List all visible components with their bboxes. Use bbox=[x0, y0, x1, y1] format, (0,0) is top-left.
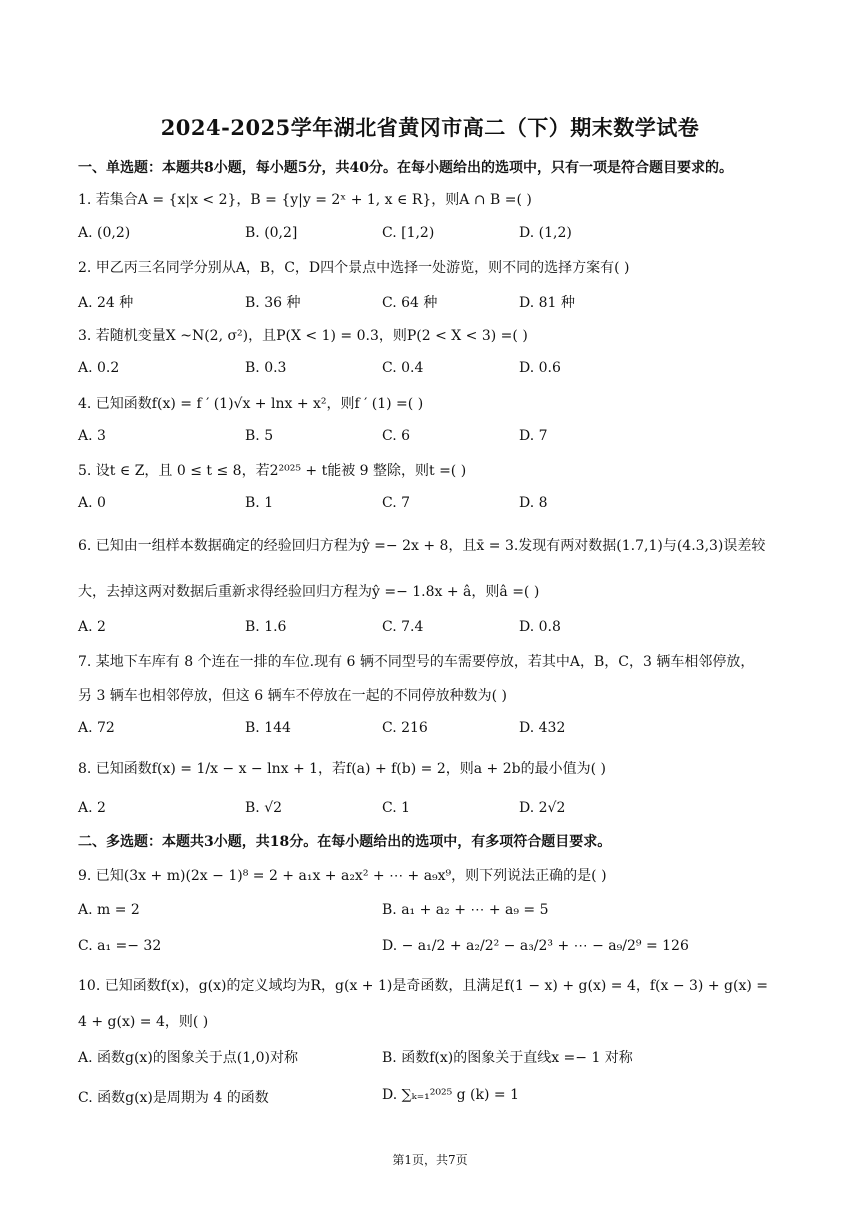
option-a: A. 函数g(x)的图象关于点(1,0)对称 bbox=[78, 1050, 298, 1066]
option-a: A. 3 bbox=[78, 428, 106, 444]
option-a: A. 2 bbox=[78, 619, 106, 635]
option-c: C. a₁ =− 32 bbox=[78, 938, 162, 954]
option-b: B. √2 bbox=[245, 800, 283, 816]
section-multiple-choice-heading: 二、多选题：本题共3小题，共18分。在每小题给出的选项中，有多项符合题目要求。 bbox=[78, 834, 612, 850]
option-a: A. 0 bbox=[78, 495, 106, 511]
question-9-options-row1 bbox=[78, 902, 798, 922]
question-2-text: 2. 甲乙丙三名同学分别从A，B，C，D四个景点中选择一处游览，则不同的选择方案有( ) bbox=[78, 260, 630, 276]
question-6-options bbox=[78, 619, 798, 639]
option-a: A. 72 bbox=[78, 720, 115, 736]
option-b: B. 36 种 bbox=[245, 295, 301, 311]
question-1-text: 1. 若集合A = {x|x < 2}，B = {y|y = 2ˣ + 1, x ∈ R}，则A ∩ B =( ) bbox=[78, 192, 532, 208]
question-1-options bbox=[78, 225, 798, 245]
question-9-text: 9. 已知(3x + m)(2x − 1)⁸ = 2 + a₁x + a₂x² + ⋯ + a₉x⁹，则下列说法正确的是( ) bbox=[78, 868, 607, 884]
option-d: D. 81 种 bbox=[519, 295, 575, 311]
question-10-text-line1: 10. 已知函数f(x)，g(x)的定义域均为R，g(x + 1)是奇函数，且满足f(1 − x) + g(x) = 4，f(x − 3) + g(x) = bbox=[78, 978, 768, 994]
option-b: B. 1.6 bbox=[245, 619, 287, 635]
option-b: B. (0,2] bbox=[245, 225, 298, 241]
option-d: D. (1,2) bbox=[519, 225, 572, 241]
question-3-options bbox=[78, 360, 798, 380]
option-a: A. (0,2) bbox=[78, 225, 131, 241]
question-3-text: 3. 若随机变量X ~N(2, σ²)，且P(X < 1) = 0.3，则P(2 < X < 3) =( ) bbox=[78, 328, 528, 344]
option-d: D. 7 bbox=[519, 428, 548, 444]
question-6-text-line2: 大，去掉这两对数据后重新求得经验回归方程为ŷ =− 1.8x + â，则â =( ) bbox=[78, 584, 540, 600]
option-a: A. 24 种 bbox=[78, 295, 134, 311]
section-single-choice-heading: 一、单选题：本题共8小题，每小题5分，共40分。在每小题给出的选项中，只有一项是符合题目要求的。 bbox=[78, 160, 733, 176]
option-c: C. 1 bbox=[382, 800, 411, 816]
option-c: C. 7 bbox=[382, 495, 411, 511]
question-7-text-line2: 另 3 辆车也相邻停放，但这 6 辆车不停放在一起的不同停放种数为( ) bbox=[78, 688, 507, 704]
question-4-options bbox=[78, 428, 798, 448]
question-5-options bbox=[78, 495, 798, 515]
option-d: D. − a₁/2 + a₂/2² − a₃/2³ + ⋯ − a₉/2⁹ = 126 bbox=[382, 938, 689, 954]
page-title: 2024-2025学年湖北省黄冈市高二（下）期末数学试卷 bbox=[160, 115, 700, 140]
option-c: C. 0.4 bbox=[382, 360, 424, 376]
question-6-text-line1: 6. 已知由一组样本数据确定的经验回归方程为ŷ =− 2x + 8，且x̄ = 3.发现有两对数据(1.7,1)与(4.3,3)误差较 bbox=[78, 538, 766, 554]
option-d: D. 0.6 bbox=[519, 360, 561, 376]
question-5-text: 5. 设t ∈ Z，且 0 ≤ t ≤ 8，若2²⁰²⁵ + t能被 9 整除，则t =( ) bbox=[78, 463, 467, 479]
page-footer: 第1页，共7页 bbox=[392, 1153, 468, 1167]
question-7-text-line1: 7. 某地下车库有 8 个连在一排的车位.现有 6 辆不同型号的车需要停放，若其中A，B，C，3 辆车相邻停放， bbox=[78, 654, 755, 670]
option-c: C. 64 种 bbox=[382, 295, 438, 311]
option-b: B. 函数f(x)的图象关于直线x =− 1 对称 bbox=[382, 1050, 633, 1066]
option-c: C. 函数g(x)是周期为 4 的函数 bbox=[78, 1090, 269, 1106]
question-8-text: 8. 已知函数f(x) = 1/x − x − lnx + 1，若f(a) + f(b) = 2，则a + 2b的最小值为( ) bbox=[78, 761, 606, 777]
option-c: C. 6 bbox=[382, 428, 411, 444]
option-d: D. ∑ₖ₌₁²⁰²⁵ g (k) = 1 bbox=[382, 1087, 519, 1103]
option-c: C. [1,2) bbox=[382, 225, 435, 241]
option-b: B. 5 bbox=[245, 428, 274, 444]
option-d: D. 2√2 bbox=[519, 800, 566, 816]
option-b: B. a₁ + a₂ + ⋯ + a₉ = 5 bbox=[382, 902, 549, 918]
option-a: A. 0.2 bbox=[78, 360, 120, 376]
option-b: B. 1 bbox=[245, 495, 274, 511]
question-10-options-row1 bbox=[78, 1047, 798, 1067]
option-d: D. 0.8 bbox=[519, 619, 561, 635]
question-10-text-line2: 4 + g(x) = 4，则( ) bbox=[78, 1014, 209, 1030]
option-d: D. 8 bbox=[519, 495, 548, 511]
question-10-options-row2 bbox=[78, 1087, 798, 1107]
option-a: A. 2 bbox=[78, 800, 106, 816]
question-2-options bbox=[78, 292, 798, 312]
question-7-options bbox=[78, 720, 798, 740]
option-d: D. 432 bbox=[519, 720, 566, 736]
option-b: B. 0.3 bbox=[245, 360, 287, 376]
question-8-options bbox=[78, 800, 798, 820]
option-b: B. 144 bbox=[245, 720, 291, 736]
option-a: A. m = 2 bbox=[78, 902, 140, 918]
question-9-options-row2 bbox=[78, 938, 798, 958]
option-c: C. 216 bbox=[382, 720, 428, 736]
option-c: C. 7.4 bbox=[382, 619, 424, 635]
question-4-text: 4. 已知函数f(x) = f ′ (1)√x + lnx + x²，则f ′ (1) =( ) bbox=[78, 396, 424, 412]
